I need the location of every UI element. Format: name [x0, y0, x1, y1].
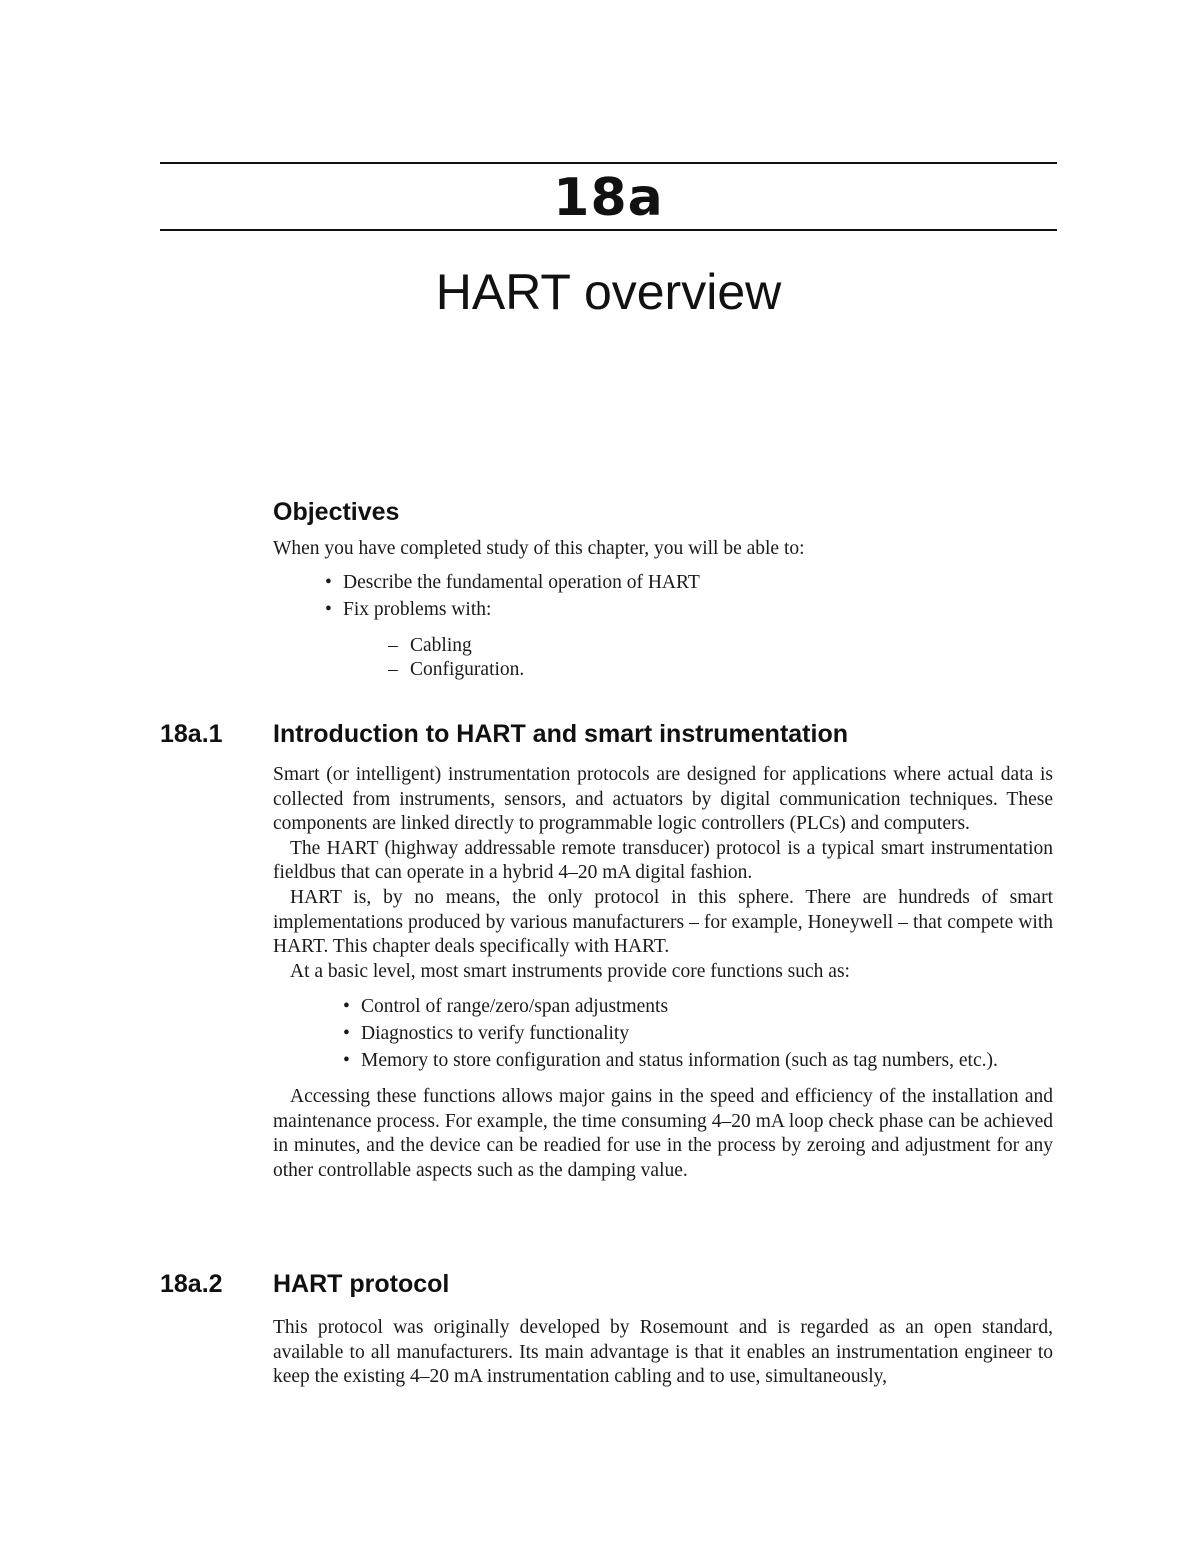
- paragraph: Smart (or intelligent) instrumentation protocols are designed for applications where actual data is collected from instruments, sensors, and actuators by digital communication techniques. These components are linked directly to programmable logic controllers (PLCs) and computers.: [273, 764, 1053, 835]
- objectives-list: [273, 571, 1053, 623]
- functions-list: [273, 995, 1053, 1073]
- objectives-section: [273, 497, 1053, 683]
- function-item: • Diagnostics to verify functionality: [361, 1022, 1053, 1047]
- objective-subitem: – Configuration.: [410, 658, 1053, 683]
- paragraph: The HART (highway addressable remote transducer) protocol is a typical smart instrumentation fieldbus that can operate in a hybrid 4–20 mA digital fashion.: [273, 837, 1053, 884]
- paragraph: At a basic level, most smart instruments provide core functions such as:: [290, 960, 850, 982]
- section-number: 18a.2: [160, 1270, 223, 1298]
- objectives-sublist: [273, 634, 1053, 683]
- bottom-rule: [160, 229, 1057, 231]
- function-item: • Control of range/zero/span adjustments: [361, 995, 1053, 1020]
- objective-item: • Fix problems with:: [343, 598, 1053, 623]
- objective-item: • Describe the fundamental operation of HART: [343, 571, 1053, 596]
- objectives-intro: When you have completed study of this chapter, you will be able to:: [273, 538, 805, 559]
- top-rule: [160, 162, 1057, 164]
- chapter-number: 18a: [553, 168, 664, 228]
- section-title: HART protocol: [273, 1270, 450, 1298]
- section2-body: [273, 1316, 1053, 1390]
- objectives-heading: Objectives: [273, 498, 400, 526]
- paragraph: HART is, by no means, the only protocol in this sphere. There are hundreds of smart implementations produced by various manufacturers – for example, Honeywell – that compete with HART. This chapter deals specifically with HART.: [273, 886, 1053, 958]
- objective-subitem: – Cabling: [410, 634, 1053, 659]
- paragraph: This protocol was originally developed by Rosemount and is regarded as an open standard, available to all manufacturers. Its main advantage is that it enables an instrumentation engineer to keep the existing 4–20 mA instrumentation cabling and to use, simultaneously,: [273, 1317, 1053, 1388]
- function-item: • Memory to store configuration and status information (such as tag numbers, etc.).: [361, 1049, 1053, 1074]
- section-title: Introduction to HART and smart instrumentation: [273, 720, 848, 748]
- section-number: 18a.1: [160, 720, 223, 748]
- chapter-title: HART overview: [435, 264, 782, 320]
- paragraph: Accessing these functions allows major gains in the speed and efficiency of the installation and maintenance process. For example, the time consuming 4–20 mA loop check phase can be achieved in minutes, and the device can be readied for use in the process by zeroing and adjustment for any other controllable aspects such as the damping value.: [273, 1086, 1053, 1181]
- section1-body: [273, 763, 1053, 1184]
